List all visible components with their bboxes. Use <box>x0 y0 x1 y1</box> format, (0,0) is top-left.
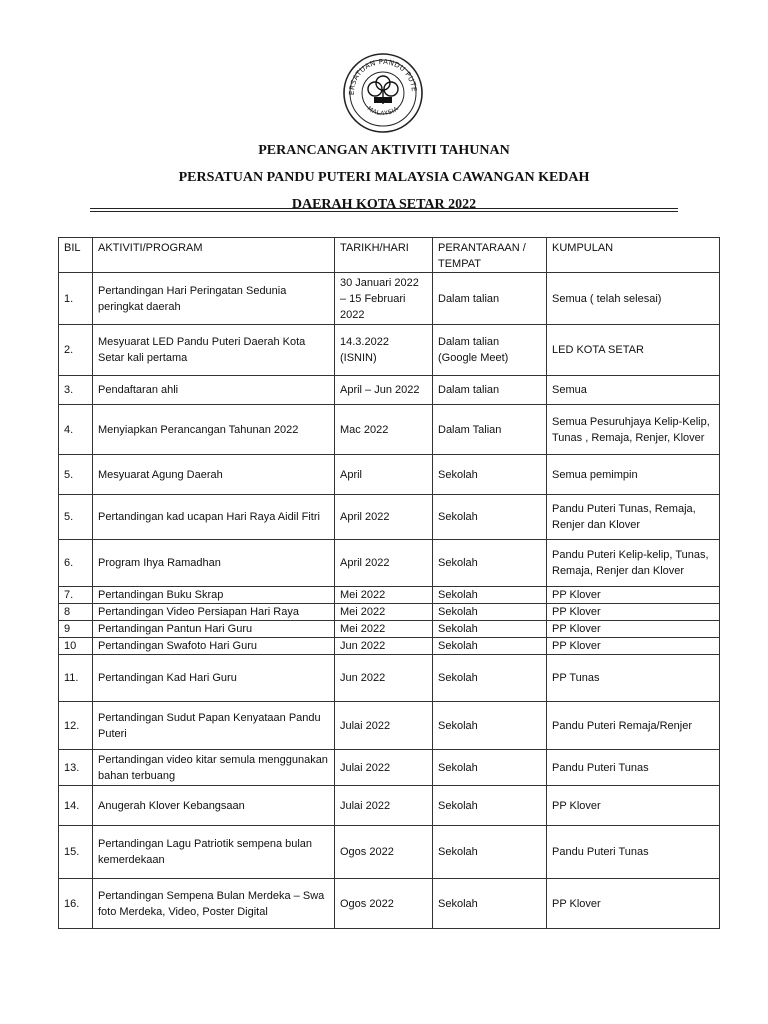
cell-tempat: Sekolah <box>433 786 547 826</box>
cell-bil: 11. <box>59 655 93 702</box>
cell-aktiviti: Anugerah Klover Kebangsaan <box>93 786 335 826</box>
cell-tempat: Sekolah <box>433 638 547 655</box>
cell-kumpulan: Pandu Puteri Kelip-kelip, Tunas, Remaja, Renjer dan Klover <box>547 540 720 587</box>
logo-banner <box>374 97 392 103</box>
table-row <box>59 621 720 638</box>
cell-kumpulan: PP Klover <box>547 621 720 638</box>
cell-tarikh: Julai 2022 <box>335 750 433 786</box>
cell-bil: 10 <box>59 638 93 655</box>
cell-aktiviti: Pertandingan Lagu Patriotik sempena bulan kemerdekaan <box>93 826 335 879</box>
header-rule-bottom <box>90 211 678 212</box>
cell-bil: 2. <box>59 325 93 376</box>
table-row <box>59 655 720 702</box>
title-line-2: PERSATUAN PANDU PUTERI MALAYSIA CAWANGAN KEDAH <box>178 170 590 185</box>
cell-kumpulan: Semua ( telah selesai) <box>547 273 720 325</box>
logo-ring-text: ERSATUAN PANDU PUTE <box>347 57 419 96</box>
cell-aktiviti: Pertandingan Buku Skrap <box>93 587 335 604</box>
cell-aktiviti: Pertandingan Sempena Bulan Merdeka – Swa foto Merdeka, Video, Poster Digital <box>93 879 335 929</box>
cell-tarikh: Ogos 2022 <box>335 879 433 929</box>
cell-tarikh: Mac 2022 <box>335 405 433 455</box>
column-header-tempat: PERANTARAAN / TEMPAT <box>433 238 547 273</box>
table-header-row <box>59 238 720 273</box>
cell-bil: 7. <box>59 587 93 604</box>
cell-tarikh: April 2022 <box>335 495 433 540</box>
cell-kumpulan: Pandu Puteri Tunas, Remaja, Renjer dan Klover <box>547 495 720 540</box>
cell-tarikh: 30 Januari 2022 – 15 Februari 2022 <box>335 273 433 325</box>
cell-aktiviti: Pertandingan video kitar semula menggunakan bahan terbuang <box>93 750 335 786</box>
cell-tarikh: Mei 2022 <box>335 604 433 621</box>
cell-tempat: Dalam talian <box>433 376 547 405</box>
column-header-tarikh: TARIKH/HARI <box>335 238 433 273</box>
cell-aktiviti: Pertandingan kad ucapan Hari Raya Aidil Fitri <box>93 495 335 540</box>
cell-tempat: Sekolah <box>433 702 547 750</box>
cell-kumpulan: PP Klover <box>547 879 720 929</box>
table-row <box>59 273 720 325</box>
cell-aktiviti: Program Ihya Ramadhan <box>93 540 335 587</box>
cell-tempat: Sekolah <box>433 879 547 929</box>
cell-tempat: Sekolah <box>433 826 547 879</box>
table-row <box>59 325 720 376</box>
cell-bil: 13. <box>59 750 93 786</box>
cell-bil: 14. <box>59 786 93 826</box>
cell-kumpulan: Semua Pesuruhjaya Kelip-Kelip, Tunas , Remaja, Renjer, Klover <box>547 405 720 455</box>
cell-tempat: Sekolah <box>433 604 547 621</box>
cell-kumpulan: PP Klover <box>547 638 720 655</box>
cell-bil: 1. <box>59 273 93 325</box>
table-row <box>59 604 720 621</box>
logo-emblem <box>342 52 424 134</box>
cell-tarikh: Jun 2022 <box>335 638 433 655</box>
table-row <box>59 750 720 786</box>
cell-aktiviti: Pertandingan Kad Hari Guru <box>93 655 335 702</box>
cell-tarikh: Julai 2022 <box>335 786 433 826</box>
cell-aktiviti: Pertandingan Video Persiapan Hari Raya <box>93 604 335 621</box>
table-row <box>59 540 720 587</box>
activity-plan-table <box>58 237 720 929</box>
title-line-1: PERANCANGAN AKTIVITI TAHUNAN <box>258 143 510 158</box>
cell-kumpulan: Semua pemimpin <box>547 455 720 495</box>
cell-kumpulan: PP Klover <box>547 786 720 826</box>
cell-tempat: Sekolah <box>433 655 547 702</box>
cell-aktiviti: Mesyuarat Agung Daerah <box>93 455 335 495</box>
cell-tarikh: April – Jun 2022 <box>335 376 433 405</box>
cell-tarikh: Julai 2022 <box>335 702 433 750</box>
table-row <box>59 826 720 879</box>
table-row <box>59 702 720 750</box>
column-header-bil: BIL <box>59 238 93 273</box>
cell-tarikh: April 2022 <box>335 540 433 587</box>
cell-kumpulan: PP Klover <box>547 604 720 621</box>
cell-tarikh: Ogos 2022 <box>335 826 433 879</box>
cell-kumpulan: Pandu Puteri Tunas <box>547 826 720 879</box>
cell-tarikh: Jun 2022 <box>335 655 433 702</box>
table-row <box>59 879 720 929</box>
association-logo <box>342 52 424 134</box>
cell-aktiviti: Pertandingan Swafoto Hari Guru <box>93 638 335 655</box>
cell-bil: 16. <box>59 879 93 929</box>
cell-tempat: Sekolah <box>433 495 547 540</box>
table-row <box>59 376 720 405</box>
cell-tempat: Sekolah <box>433 621 547 638</box>
table-row <box>59 587 720 604</box>
title-line-3: DAERAH KOTA SETAR 2022 <box>291 197 477 212</box>
cell-bil: 4. <box>59 405 93 455</box>
cell-tempat: Sekolah <box>433 540 547 587</box>
cell-aktiviti: Mesyuarat LED Pandu Puteri Daerah Kota Setar kali pertama <box>93 325 335 376</box>
logo-bottom-text: MALAYSIA <box>365 105 401 118</box>
table-row <box>59 786 720 826</box>
table-row <box>59 638 720 655</box>
cell-kumpulan: Semua <box>547 376 720 405</box>
cell-kumpulan: PP Klover <box>547 587 720 604</box>
cell-bil: 15. <box>59 826 93 879</box>
cell-tarikh: 14.3.2022 (ISNIN) <box>335 325 433 376</box>
cell-kumpulan: Pandu Puteri Remaja/Renjer <box>547 702 720 750</box>
header-rule-top <box>90 208 678 209</box>
cell-tempat: Sekolah <box>433 455 547 495</box>
cell-kumpulan: Pandu Puteri Tunas <box>547 750 720 786</box>
cell-aktiviti: Pertandingan Sudut Papan Kenyataan Pandu Puteri <box>93 702 335 750</box>
cell-aktiviti: Pendaftaran ahli <box>93 376 335 405</box>
cell-bil: 8 <box>59 604 93 621</box>
cell-bil: 12. <box>59 702 93 750</box>
table-row <box>59 405 720 455</box>
cell-bil: 6. <box>59 540 93 587</box>
cell-aktiviti: Pertandingan Hari Peringatan Sedunia peringkat daerah <box>93 273 335 325</box>
cell-bil: 5. <box>59 455 93 495</box>
cell-aktiviti: Menyiapkan Perancangan Tahunan 2022 <box>93 405 335 455</box>
column-header-aktiviti: AKTIVITI/PROGRAM <box>93 238 335 273</box>
cell-tempat: Dalam talian (Google Meet) <box>433 325 547 376</box>
table-row <box>59 495 720 540</box>
cell-tarikh: Mei 2022 <box>335 621 433 638</box>
cell-tempat: Sekolah <box>433 750 547 786</box>
cell-bil: 5. <box>59 495 93 540</box>
table-row <box>59 455 720 495</box>
cell-tempat: Dalam talian <box>433 273 547 325</box>
column-header-kumpulan: KUMPULAN <box>547 238 720 273</box>
cell-kumpulan: PP Tunas <box>547 655 720 702</box>
cell-aktiviti: Pertandingan Pantun Hari Guru <box>93 621 335 638</box>
cell-kumpulan: LED KOTA SETAR <box>547 325 720 376</box>
cell-tarikh: April <box>335 455 433 495</box>
cell-tempat: Dalam Talian <box>433 405 547 455</box>
cell-tempat: Sekolah <box>433 587 547 604</box>
cell-bil: 9 <box>59 621 93 638</box>
cell-bil: 3. <box>59 376 93 405</box>
cell-tarikh: Mei 2022 <box>335 587 433 604</box>
